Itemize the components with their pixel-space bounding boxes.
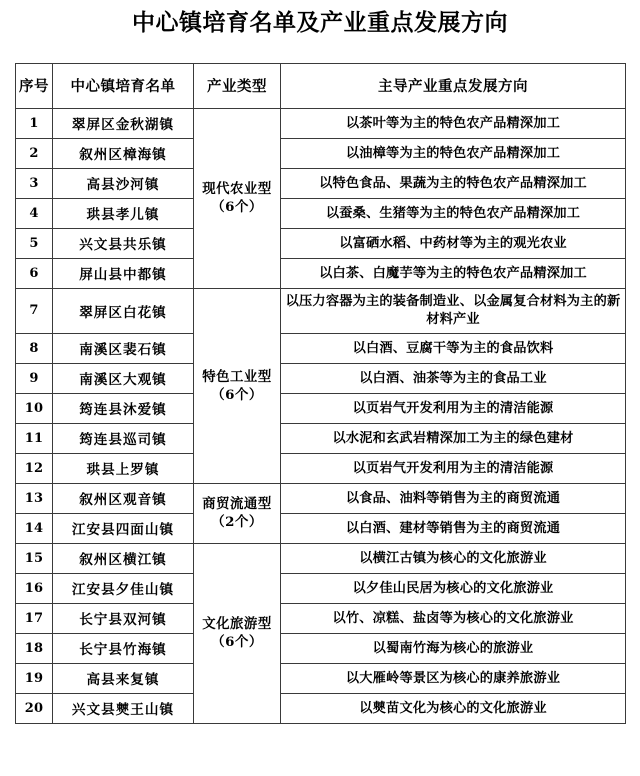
cell-town-name: 江安县夕佳山镇 [53, 573, 194, 603]
cell-town-name: 屏山县中都镇 [53, 258, 194, 288]
cell-town-name: 翠屏区白花镇 [53, 288, 194, 333]
cell-town-name: 南溪区大观镇 [53, 363, 194, 393]
cell-development-direction: 以白酒、油茶等为主的食品工业 [281, 363, 626, 393]
cell-index: 12 [16, 453, 53, 483]
table-row [16, 198, 626, 228]
cell-index: 14 [16, 513, 53, 543]
page-title: 中心镇培育名单及产业重点发展方向 [132, 9, 508, 36]
cell-town-name: 南溪区裴石镇 [53, 333, 194, 363]
cell-town-name: 高县沙河镇 [53, 168, 194, 198]
table-row [16, 573, 626, 603]
column-header-type: 产业类型 [194, 63, 281, 108]
cell-development-direction: 以白茶、白魔芋等为主的特色农产品精深加工 [281, 258, 626, 288]
cell-development-direction: 以页岩气开发利用为主的清洁能源 [281, 393, 626, 423]
cell-town-name: 长宁县双河镇 [53, 603, 194, 633]
table-row [16, 168, 626, 198]
table-row [16, 108, 626, 138]
table-container [15, 63, 625, 724]
cell-town-name: 筠连县巡司镇 [53, 423, 194, 453]
cell-development-direction: 以竹、凉糕、盐卤等为核心的文化旅游业 [281, 603, 626, 633]
cell-index: 16 [16, 573, 53, 603]
cell-index: 20 [16, 693, 53, 723]
table-row [16, 663, 626, 693]
table-row [16, 228, 626, 258]
cell-town-name: 叙州区横江镇 [53, 543, 194, 573]
cell-town-name: 高县来复镇 [53, 663, 194, 693]
table-body [16, 108, 626, 723]
cell-development-direction: 以茶叶等为主的特色农产品精深加工 [281, 108, 626, 138]
cell-industry-type [194, 543, 281, 723]
table-row [16, 633, 626, 663]
cell-development-direction: 以特色食品、果蔬为主的特色农产品精深加工 [281, 168, 626, 198]
cell-index: 17 [16, 603, 53, 633]
industry-type-name: 文化旅游型 [202, 616, 272, 632]
industry-type-name: 商贸流通型 [202, 496, 272, 512]
cell-development-direction: 以横江古镇为核心的文化旅游业 [281, 543, 626, 573]
cell-town-name: 江安县四面山镇 [53, 513, 194, 543]
cell-development-direction: 以油樟等为主的特色农产品精深加工 [281, 138, 626, 168]
industry-type-name: 特色工业型 [202, 368, 272, 385]
industry-type-count: （6个） [211, 199, 263, 216]
cell-development-direction: 以僰苗文化为核心的文化旅游业 [281, 693, 626, 723]
industry-type-count: （2个） [211, 514, 263, 531]
cell-index: 5 [16, 228, 53, 258]
cell-development-direction: 以白酒、豆腐干等为主的食品饮料 [281, 333, 626, 363]
cell-index: 11 [16, 423, 53, 453]
table-row [16, 483, 626, 513]
cell-development-direction: 以食品、油料等销售为主的商贸流通 [281, 483, 626, 513]
table-row [16, 288, 626, 333]
cell-town-name: 长宁县竹海镇 [53, 633, 194, 663]
cell-index: 10 [16, 393, 53, 423]
cell-index: 2 [16, 138, 53, 168]
cell-index: 4 [16, 198, 53, 228]
table-row [16, 258, 626, 288]
table-header-row [16, 63, 626, 108]
table-row [16, 363, 626, 393]
table-row [16, 423, 626, 453]
cell-development-direction: 以夕佳山民居为核心的文化旅游业 [281, 573, 626, 603]
table-row [16, 138, 626, 168]
cell-index: 1 [16, 108, 53, 138]
cell-index: 7 [16, 288, 53, 333]
cell-index: 18 [16, 633, 53, 663]
cell-development-direction: 以大雁岭等景区为核心的康养旅游业 [281, 663, 626, 693]
cell-industry-type [194, 108, 281, 288]
table-row [16, 393, 626, 423]
cell-town-name: 筠连县沐爱镇 [53, 393, 194, 423]
cell-development-direction: 以页岩气开发利用为主的清洁能源 [281, 453, 626, 483]
table-row [16, 513, 626, 543]
cell-index: 6 [16, 258, 53, 288]
cell-town-name: 叙州区观音镇 [53, 483, 194, 513]
industry-type-name: 现代农业型 [202, 181, 272, 197]
cell-development-direction: 以压力容器为主的装备制造业、以金属复合材料为主的新材料产业 [281, 288, 626, 333]
table-row [16, 453, 626, 483]
column-header-index: 序号 [16, 63, 53, 108]
cell-development-direction: 以白酒、建材等销售为主的商贸流通 [281, 513, 626, 543]
table-row [16, 603, 626, 633]
table-row [16, 333, 626, 363]
cell-town-name: 翠屏区金秋湖镇 [53, 108, 194, 138]
cell-industry-type [194, 288, 281, 483]
cell-index: 8 [16, 333, 53, 363]
cell-development-direction: 以富硒水稻、中药材等为主的观光农业 [281, 228, 626, 258]
column-header-direction: 主导产业重点发展方向 [281, 63, 626, 108]
cell-development-direction: 以蚕桑、生猪等为主的特色农产品精深加工 [281, 198, 626, 228]
cell-town-name: 叙州区樟海镇 [53, 138, 194, 168]
industry-type-count: （6个） [211, 634, 263, 651]
cell-index: 9 [16, 363, 53, 393]
cell-index: 19 [16, 663, 53, 693]
cell-index: 13 [16, 483, 53, 513]
center-town-table [15, 63, 626, 724]
cell-development-direction: 以蜀南竹海为核心的旅游业 [281, 633, 626, 663]
column-header-town: 中心镇培育名单 [53, 63, 194, 108]
cell-town-name: 珙县上罗镇 [53, 453, 194, 483]
cell-industry-type [194, 483, 281, 543]
cell-index: 15 [16, 543, 53, 573]
cell-development-direction: 以水泥和玄武岩精深加工为主的绿色建材 [281, 423, 626, 453]
industry-type-count: （6个） [211, 386, 263, 403]
cell-town-name: 兴文县僰王山镇 [53, 693, 194, 723]
cell-town-name: 珙县孝儿镇 [53, 198, 194, 228]
table-row [16, 543, 626, 573]
table-header [16, 63, 626, 108]
table-row [16, 693, 626, 723]
cell-town-name: 兴文县共乐镇 [53, 228, 194, 258]
cell-index: 3 [16, 168, 53, 198]
